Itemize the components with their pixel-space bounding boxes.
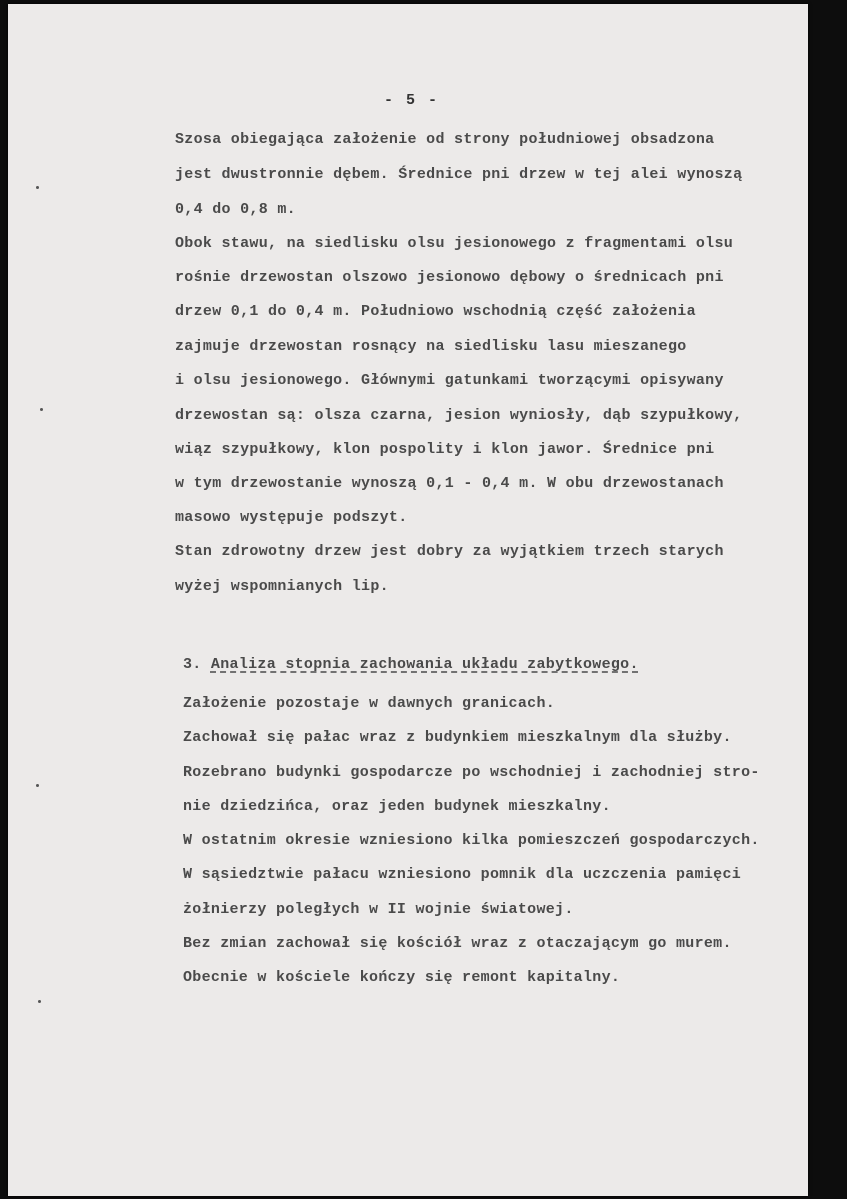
text-line: Stan zdrowotny drzew jest dobry za wyjątkiem trzech starych [175, 543, 724, 560]
scan-speck [36, 186, 39, 189]
scan-speck [40, 408, 43, 411]
text-line: jest dwustronnie dębem. Średnice pni drzew w tej alei wynoszą [175, 166, 743, 183]
text-line: W sąsiedztwie pałacu wzniesiono pomnik dla uczczenia pamięci [183, 866, 742, 883]
scan-speck [38, 1000, 41, 1003]
text-line: w tym drzewostanie wynoszą 0,1 - 0,4 m. W obu drzewostanach [175, 475, 724, 492]
text-line: wiąz szypułkowy, klon pospolity i klon jawor. Średnice pni [175, 441, 715, 458]
section-title: Analiza stopnia zachowania układu zabytkowego. [210, 656, 639, 673]
text-line: Bez zmian zachował się kościół wraz z otaczającym go murem. [183, 935, 732, 952]
text-line: Obok stawu, na siedlisku olsu jesionowego z fragmentami olsu [175, 235, 734, 252]
text-line: W ostatnim okresie wzniesiono kilka pomieszczeń gospodarczych. [183, 832, 760, 849]
page-number: - 5 - [384, 92, 440, 109]
document-page [8, 4, 808, 1196]
text-line: Szosa obiegająca założenie od strony południowej obsadzona [175, 131, 715, 148]
text-line: Rozebrano budynki gospodarcze po wschodniej i zachodniej stro- [183, 764, 760, 781]
text-line: nie dziedzińca, oraz jeden budynek mieszkalny. [183, 798, 611, 815]
text-line: 0,4 do 0,8 m. [175, 201, 296, 218]
text-line: żołnierzy poległych w II wojnie światowej. [183, 901, 574, 918]
text-line: drzew 0,1 do 0,4 m. Południowo wschodnią część założenia [175, 303, 696, 320]
section-number: 3. [183, 656, 202, 673]
typewritten-text [8, 4, 808, 1196]
text-line: drzewostan są: olsza czarna, jesion wyniosły, dąb szypułkowy, [175, 407, 743, 424]
text-line: Obecnie w kościele kończy się remont kapitalny. [183, 969, 621, 986]
text-line: masowo występuje podszyt. [175, 509, 408, 526]
text-line: Zachował się pałac wraz z budynkiem mieszkalnym dla służby. [183, 729, 732, 746]
text-line: wyżej wspomnianych lip. [175, 578, 389, 595]
text-line: Założenie pozostaje w dawnych granicach. [183, 695, 556, 712]
text-line: zajmuje drzewostan rosnący na siedlisku lasu mieszanego [175, 338, 687, 355]
scan-speck [36, 784, 39, 787]
text-line: i olsu jesionowego. Głównymi gatunkami tworzącymi opisywany [175, 372, 724, 389]
text-line: rośnie drzewostan olszowo jesionowo dębowy o średnicach pni [175, 269, 724, 286]
section-heading [183, 655, 639, 675]
